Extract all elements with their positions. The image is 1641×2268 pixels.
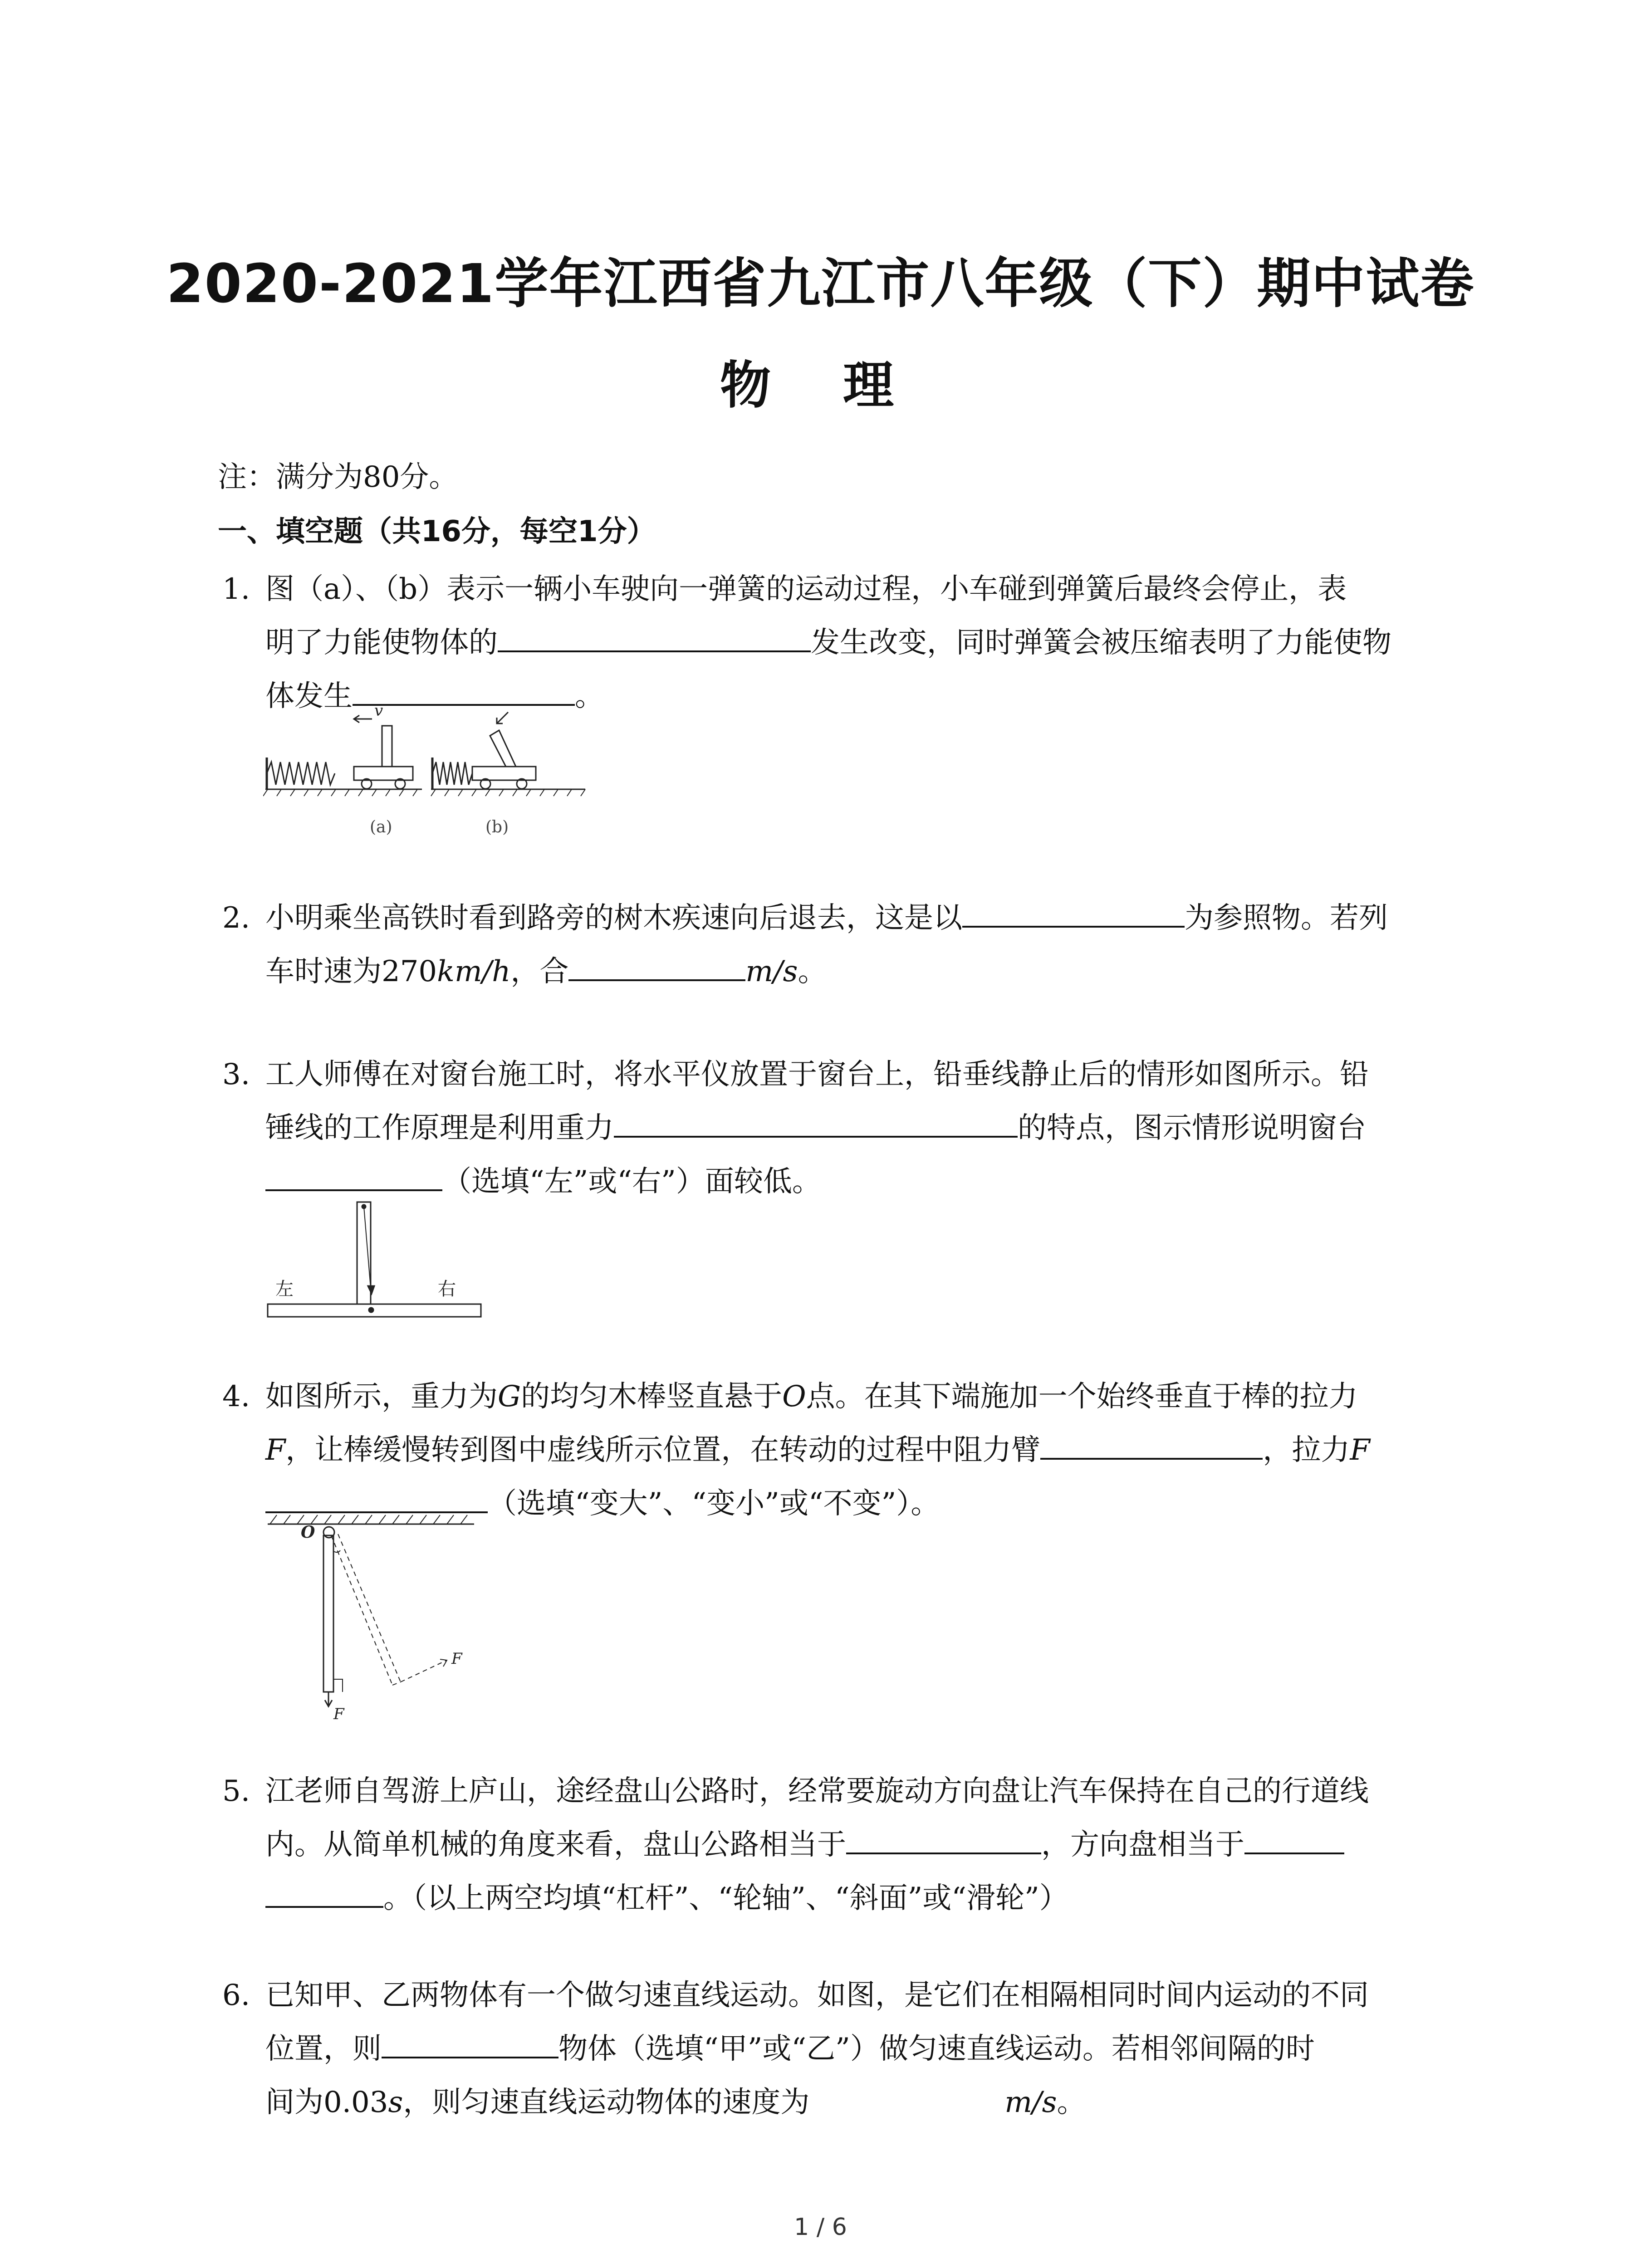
block-a: [382, 726, 392, 767]
symbol-o: O: [782, 1380, 806, 1413]
exam-note: 注：满分为80分。: [218, 460, 458, 494]
text: 明了力能使物体的: [265, 626, 498, 660]
question-number: 1.: [222, 572, 250, 606]
cart-a: [354, 767, 413, 780]
answer-blank[interactable]: [614, 1103, 1018, 1138]
text: 间为0.03: [265, 2086, 388, 2119]
answer-blank[interactable]: [265, 1157, 442, 1191]
text: ，拉力: [1263, 1433, 1350, 1467]
symbol-g: G: [498, 1380, 521, 1413]
text: 内。从简单机械的角度来看，盘山公路相当于: [265, 1828, 846, 1862]
left-label: 左: [275, 1279, 294, 1300]
unit: s: [388, 2086, 403, 2119]
answer-blank[interactable]: [568, 947, 745, 981]
force-label: F: [333, 1705, 344, 1723]
answer-blank[interactable]: [1040, 1425, 1263, 1460]
page-subtitle: 物 理: [720, 356, 921, 415]
text: 的特点，图示情形说明窗台: [1018, 1111, 1366, 1145]
cart-spring-figure: [263, 699, 590, 848]
question-line: 江老师自驾游上庐山，途经盘山公路时，经常要旋动方向盘让汽车保持在自己的行道线: [265, 1774, 1369, 1808]
question-line: [265, 945, 827, 998]
compressed-spring: [432, 762, 472, 785]
text: 锤线的工作原理是利用重力: [265, 1111, 614, 1145]
spring: [267, 762, 335, 785]
rotated-rod: [331, 1534, 447, 1685]
answer-blank[interactable]: [1244, 1820, 1344, 1854]
text: 发生改变，同时弹簧会被压缩表明了力能使物: [811, 626, 1391, 660]
page-number: 1 / 6: [794, 2214, 847, 2241]
question-number: 6.: [222, 1979, 250, 2012]
window-sill: [268, 1304, 481, 1317]
text: ，方向盘相当于: [1041, 1828, 1244, 1862]
text: 点。在其下端施加一个始终垂直于棒的拉力: [806, 1380, 1358, 1413]
text: 体发生: [265, 679, 353, 713]
question-line: 图（a）、（b）表示一辆小车驶向一弹簧的运动过程，小车碰到弹簧后最终会停止，表: [265, 572, 1347, 606]
question-line: [265, 891, 1388, 945]
question-number: 5.: [222, 1774, 250, 1808]
answer-blank[interactable]: [265, 1479, 488, 1513]
page-title: 2020-2021学年江西省九江市八年级（下）期中试卷: [166, 252, 1475, 315]
question-line: [265, 1423, 1370, 1477]
question-line: [265, 1101, 1366, 1155]
question-line: [265, 616, 1391, 670]
cart-b: [472, 767, 536, 780]
figure-label-b: (b): [485, 818, 509, 836]
answer-blank[interactable]: [962, 893, 1185, 928]
answer-blank[interactable]: [265, 1873, 383, 1908]
question-line: 工人师傅在对窗台施工时，将水平仪放置于窗台上，铅垂线静止后的情形如图所示。铅: [265, 1058, 1369, 1091]
question-line: 已知甲、乙两物体有一个做匀速直线运动。如图，是它们在相隔相同时间内运动的不同: [265, 1979, 1369, 2012]
text: 。（以上两空均填“杠杆”、“轮轴”、“斜面”或“滑轮”）: [383, 1882, 1068, 1915]
question-line: [265, 1818, 1344, 1872]
plumb-level-figure: [265, 1193, 488, 1329]
block-b: [490, 730, 516, 767]
text: 。: [1057, 2086, 1086, 2119]
question-line: [265, 2076, 1086, 2129]
question-number: 2.: [222, 901, 250, 935]
symbol-f: F: [265, 1433, 286, 1467]
text: （选填“左”或“右”）面较低。: [442, 1165, 821, 1198]
text: 位置，则: [265, 2032, 382, 2066]
answer-blank[interactable]: [382, 2024, 558, 2058]
ground-hatch: [263, 789, 417, 796]
symbol-f: F: [1350, 1433, 1370, 1467]
figure-label-a: (a): [370, 818, 392, 836]
text: ，让棒缓慢转到图中虚线所示位置，在转动的过程中阻力臂: [285, 1433, 1041, 1467]
text: ，则匀速直线运动物体的速度为: [403, 2086, 810, 2119]
text: ，合: [510, 955, 569, 988]
answer-blank[interactable]: [498, 618, 811, 652]
force-label: F: [451, 1650, 462, 1668]
unit: m/s: [1004, 2086, 1057, 2119]
question-number: 4.: [222, 1380, 250, 1413]
text: 的均匀木棒竖直悬于: [521, 1380, 783, 1413]
velocity-label: v: [374, 702, 383, 720]
section-heading: 一、填空题（共16分，每空1分）: [218, 515, 656, 548]
text: 车时速为270: [265, 955, 437, 988]
lever-rod-figure: [265, 1510, 519, 1724]
text: 。: [798, 955, 827, 988]
question-line: [265, 2022, 1315, 2076]
text: 为参照物。若列: [1185, 901, 1388, 935]
question-line: [265, 1872, 1068, 1925]
answer-blank[interactable]: [846, 1820, 1041, 1854]
unit: km/h: [437, 955, 511, 988]
text: （选填“变大”、“变小”或“不变”）。: [488, 1487, 940, 1520]
text: 小明乘坐高铁时看到路旁的树木疾速向后退去，这是以: [265, 901, 962, 935]
text: 物体（选填“甲”或“乙”）做匀速直线运动。若相邻间隔的时: [558, 2032, 1315, 2066]
text: 。: [575, 679, 604, 713]
question-number: 3.: [222, 1058, 250, 1091]
question-line: [265, 1370, 1358, 1423]
pivot-label: O: [301, 1523, 315, 1542]
right-label: 右: [438, 1279, 456, 1300]
ceiling-hatch: [270, 1515, 467, 1524]
unit: m/s: [745, 955, 798, 988]
text: 如图所示，重力为: [265, 1380, 498, 1413]
rod: [323, 1535, 333, 1692]
